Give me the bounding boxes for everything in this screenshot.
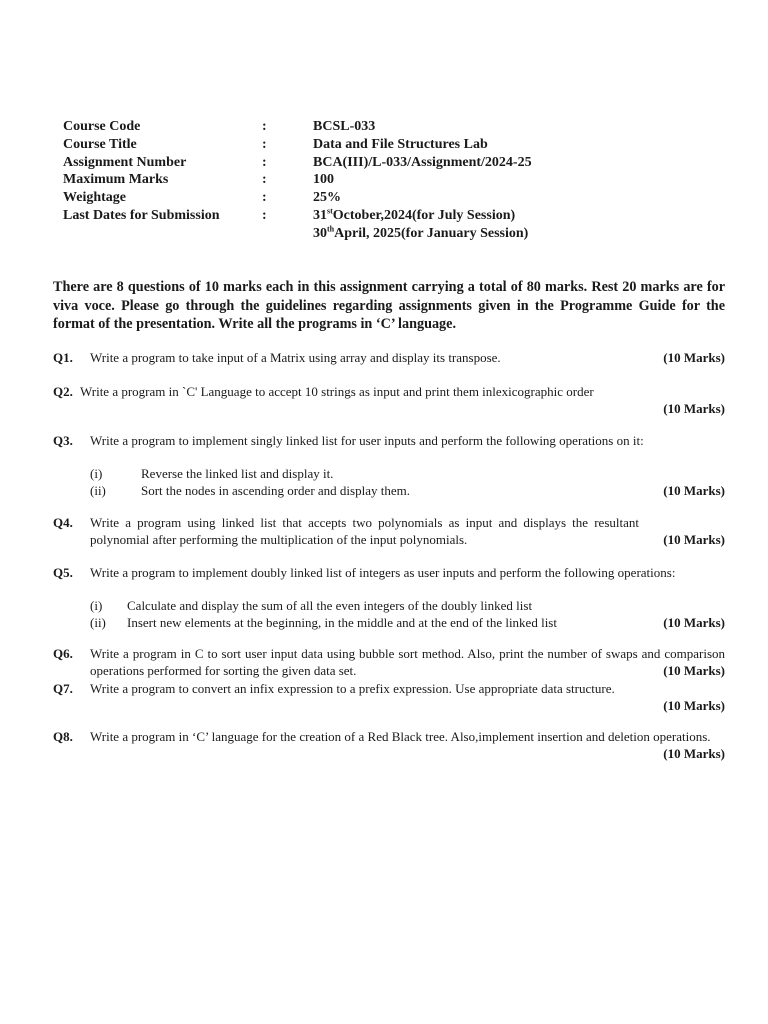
- sub-question-text: Calculate and display the sum of all the even integers of the doubly linked list: [127, 598, 533, 613]
- question-number: Q4.: [53, 515, 73, 530]
- colon: :: [262, 172, 267, 188]
- question-number: Q1.: [53, 350, 73, 365]
- instructions-paragraph: There are 8 questions of 10 marks each in this assignment carrying a total of 80 marks. Rest 20 marks are for viva voce. Please go through the guidelines regarding assignments given in the Programme Guide for the format of the presentation. Write all the programs in ‘C’ language.: [53, 279, 725, 332]
- assignment-number-value: BCA(III)/L-033/Assignment/2024-25: [313, 154, 532, 170]
- question-6: [53, 646, 725, 682]
- weightage-row: [63, 189, 683, 207]
- question-text: Write a program to implement singly linked list for user inputs and perform the following operations on it:: [90, 433, 644, 448]
- sub-question-text: Reverse the linked list and display it.: [141, 466, 334, 481]
- question-number: Q7.: [53, 681, 73, 696]
- course-title-label: Course Title: [63, 136, 137, 152]
- question-text: Write a program to implement doubly linked list of integers as user inputs and perform the following operations:: [90, 565, 676, 580]
- date-day: 30: [313, 225, 327, 241]
- course-info-table: [63, 118, 683, 243]
- date-suffix: th: [327, 224, 335, 234]
- question-marks: (10 Marks): [663, 698, 725, 713]
- date-suffix: st: [327, 206, 333, 216]
- question-number: Q3.: [53, 433, 73, 448]
- question-3: [53, 433, 725, 503]
- question-4: [53, 515, 725, 551]
- question-number: Q6.: [53, 646, 73, 661]
- maximum-marks-value: 100: [313, 172, 334, 188]
- question-marks: (10 Marks): [663, 746, 725, 761]
- last-dates-row-2: [63, 225, 683, 243]
- assignment-number-label: Assignment Number: [63, 154, 187, 170]
- july-session-date: [313, 207, 515, 225]
- course-code-label: Course Code: [63, 119, 141, 134]
- question-number: Q2.: [53, 384, 73, 399]
- assignment-number-row: [63, 154, 683, 172]
- question-8: [53, 729, 725, 765]
- colon: :: [262, 207, 267, 223]
- sub-question-number: (ii): [90, 615, 106, 630]
- date-rest: April, 2025(for January Session): [334, 225, 529, 241]
- sub-question-text: Sort the nodes in ascending order and display them.: [141, 483, 410, 498]
- question-1: [53, 350, 725, 368]
- colon: :: [262, 190, 267, 206]
- sub-question-text: Insert new elements at the beginning, in the middle and at the end of the linked list: [127, 615, 557, 630]
- sub-question-number: (i): [90, 466, 103, 481]
- sub-question-number: (i): [90, 598, 103, 613]
- question-marks: (10 Marks): [663, 350, 725, 365]
- january-session-date: [313, 225, 528, 243]
- question-text: Write a program in `C' Language to accept 10 strings as input and print them inlexicographic order: [80, 384, 594, 399]
- question-text: Write a program in ‘C’ language for the creation of a Red Black tree. Also,implement insertion and deletion operations.: [90, 729, 711, 744]
- question-2: [53, 384, 725, 420]
- question-marks: (10 Marks): [663, 401, 725, 416]
- question-marks: (10 Marks): [663, 532, 725, 547]
- question-5: [53, 565, 725, 635]
- question-marks: (10 Marks): [663, 615, 725, 630]
- date-rest: October,2024(for July Session): [332, 207, 516, 223]
- question-body: Write a program to take input of a Matrix using array and display its transpose.: [90, 350, 501, 365]
- question-marks: (10 Marks): [663, 663, 725, 678]
- colon: :: [262, 136, 267, 152]
- question-number: Q8.: [53, 729, 73, 744]
- sub-question-number: (ii): [90, 483, 106, 498]
- last-dates-label: Last Dates for Submission: [63, 207, 220, 223]
- course-code-row: [63, 118, 683, 136]
- question-text: Write a program using linked list that accepts two polynomials as input and displays the resultant polynomial after performing the multiplication of the input polynomials.: [90, 515, 639, 547]
- weightage-label: Weightage: [63, 190, 126, 206]
- last-dates-row: [63, 207, 683, 225]
- course-code-value: BCSL-033: [313, 119, 376, 134]
- question-number: Q5.: [53, 565, 73, 580]
- question-text: Write a program to convert an infix expression to a prefix expression. Use appropriate data structure.: [90, 681, 615, 696]
- question-7: [53, 681, 725, 717]
- maximum-marks-row: [63, 171, 683, 189]
- colon: :: [262, 119, 267, 134]
- maximum-marks-label: Maximum Marks: [63, 172, 169, 188]
- date-day: 31: [313, 207, 327, 223]
- question-text: [90, 350, 725, 367]
- colon: :: [262, 154, 267, 170]
- question-text: Write a program in C to sort user input data using bubble sort method. Also, print the number of swaps and comparison operations performed for sorting the given data set.: [90, 646, 725, 678]
- weightage-value: 25%: [313, 190, 341, 206]
- course-title-value: Data and File Structures Lab: [313, 136, 488, 152]
- course-title-row: [63, 136, 683, 154]
- question-marks: (10 Marks): [663, 483, 725, 498]
